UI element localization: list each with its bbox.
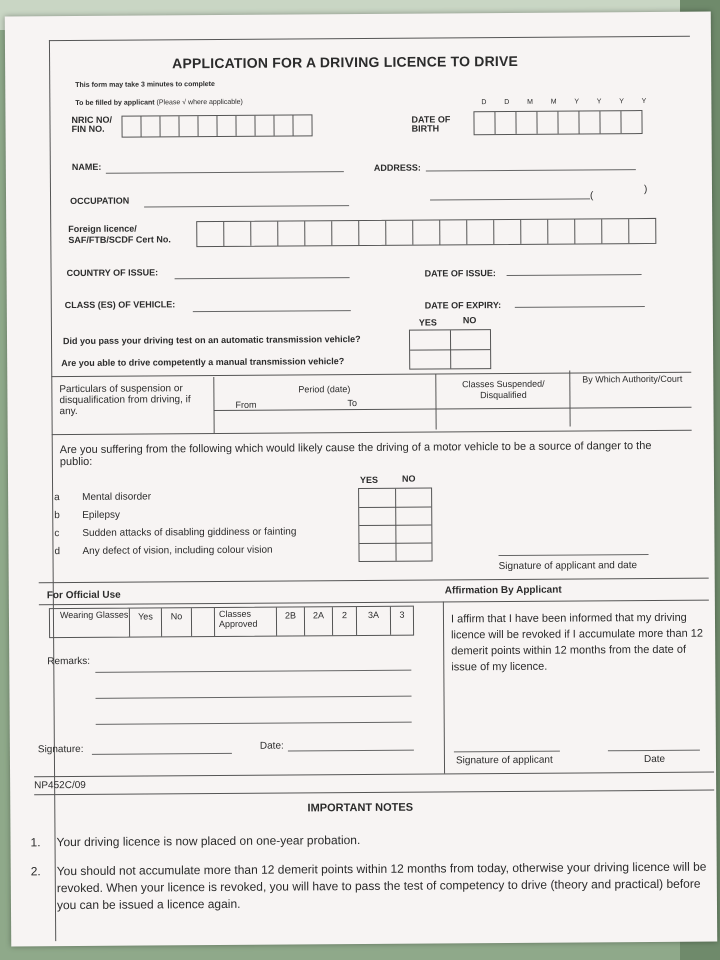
wearing-glasses-cell: Wearing Glasses: [50, 609, 130, 638]
signature-of-applicant-label: Signature of applicant: [455, 754, 553, 767]
conditions-list: [54, 490, 354, 564]
affirmation-text: I affirm that I have been informed that my driving licence will be revoked if I accumulate more than 12 demerit points within 12 months from the date of issue of my licence.: [450, 611, 704, 674]
medical-yes-no-grid[interactable]: [358, 488, 433, 563]
dob-label: DATE OF BIRTH: [411, 114, 451, 134]
application-form-sheet: [5, 12, 717, 947]
note-item: 1. Your driving licence is now placed on one-year probation.: [30, 833, 361, 850]
no-header: NO: [462, 315, 477, 326]
suspension-from-header: From: [235, 399, 257, 410]
form-title: APPLICATION FOR A DRIVING LICENCE TO DRIVE: [172, 52, 519, 72]
glasses-no-cell[interactable]: No: [162, 608, 192, 636]
class-code-cell[interactable]: 2A: [305, 607, 333, 635]
official-date-label: Date:: [259, 740, 284, 752]
phone-paren-open: (: [589, 190, 594, 202]
suspension-particulars-label: Particulars of suspension or disqualification from driving, if any.: [59, 383, 191, 418]
important-notes-heading: IMPORTANT NOTES: [307, 801, 414, 815]
fill-note: To be filled by applicant (Please √ where applicable): [75, 98, 243, 107]
remarks-label: Remarks:: [47, 655, 91, 668]
foreign-licence-label: Foreign licence/ SAF/FTB/SCDF Cert No.: [68, 223, 171, 246]
authority-court-header: By Which Authority/Court: [582, 373, 683, 385]
dob-letter: D: [504, 98, 510, 106]
nric-input-boxes[interactable]: [121, 114, 312, 137]
condition-item: d Any defect of vision, including colour vision: [54, 544, 273, 558]
manual-transmission-question: Are you able to drive competently a manual transmission vehicle?: [61, 356, 345, 369]
notes-list: [30, 829, 720, 914]
suspension-period-header: Period (date): [298, 384, 351, 395]
name-label: NAME:: [71, 161, 102, 173]
official-signature-label: Signature:: [37, 743, 84, 756]
class-code-cell[interactable]: 3A: [357, 607, 391, 635]
date-of-issue-label: DATE OF ISSUE:: [424, 268, 496, 279]
transmission-yes-no-grid[interactable]: [409, 329, 491, 370]
dob-letter: Y: [619, 98, 624, 106]
classes-approved-cell: Classes Approved: [215, 608, 277, 636]
dob-letter: M: [550, 98, 557, 106]
condition-item: b Epilepsy: [54, 509, 121, 522]
signature-applicant-date-label: Signature of applicant and date: [498, 560, 638, 573]
official-use-row: [49, 606, 414, 639]
time-note: This form may take 3 minutes to complete: [75, 81, 215, 89]
class-code-cell[interactable]: 3: [399, 609, 405, 620]
dob-input-boxes[interactable]: [473, 110, 642, 135]
dob-letters: [481, 98, 646, 106]
note-item: 2. You should not accumulate more than 12 demerit points within 12 months from today, otherwise your driving licence will be revoked. When your licence is revoked, you will have to pass the test of competency to drive (theory and practical) before you can be issued a licence again.: [30, 859, 707, 913]
condition-item: a Mental disorder: [54, 491, 152, 504]
applicant-date-label: Date: [643, 753, 666, 766]
medical-yes-header: YES: [359, 474, 379, 486]
dob-letter: M: [527, 98, 533, 106]
classes-suspended-header: Classes Suspended/ Disqualified: [462, 378, 545, 401]
yes-header: YES: [418, 317, 437, 328]
nric-label: NRIC NO/ FIN NO.: [71, 114, 113, 135]
glasses-yes-cell[interactable]: Yes: [130, 608, 162, 636]
foreign-licence-input-boxes[interactable]: [196, 218, 656, 247]
medical-no-header: NO: [401, 473, 416, 484]
class-of-vehicle-label: CLASS (ES) OF VEHICLE:: [64, 299, 176, 311]
class-code-cell[interactable]: 2B: [277, 607, 305, 635]
affirmation-heading: Affirmation By Applicant: [444, 584, 562, 597]
suspension-to-header: To: [347, 398, 358, 409]
auto-transmission-question: Did you pass your driving test on an automatic transmission vehicle?: [62, 333, 361, 347]
form-code: NP452C/09: [34, 779, 86, 792]
phone-paren-close: ): [643, 183, 648, 196]
dob-letter: Y: [641, 97, 647, 106]
dob-letter: Y: [574, 98, 580, 106]
dob-letter: Y: [596, 98, 602, 106]
official-use-heading: For Official Use: [46, 589, 121, 602]
dob-letter: D: [481, 99, 487, 107]
class-code-cell[interactable]: 2: [333, 607, 357, 635]
condition-item: c Sudden attacks of disabling giddiness or fainting: [54, 526, 297, 540]
medical-question: Are you suffering from the following which would likely cause the driving of a motor vehicle to be a source of danger to the publio:: [59, 439, 652, 469]
occupation-label: OCCUPATION: [70, 195, 130, 207]
address-label: ADDRESS:: [373, 162, 421, 173]
country-of-issue-label: COUNTRY OF ISSUE:: [66, 267, 159, 279]
date-of-expiry-label: DATE OF EXPIRY:: [424, 300, 502, 311]
